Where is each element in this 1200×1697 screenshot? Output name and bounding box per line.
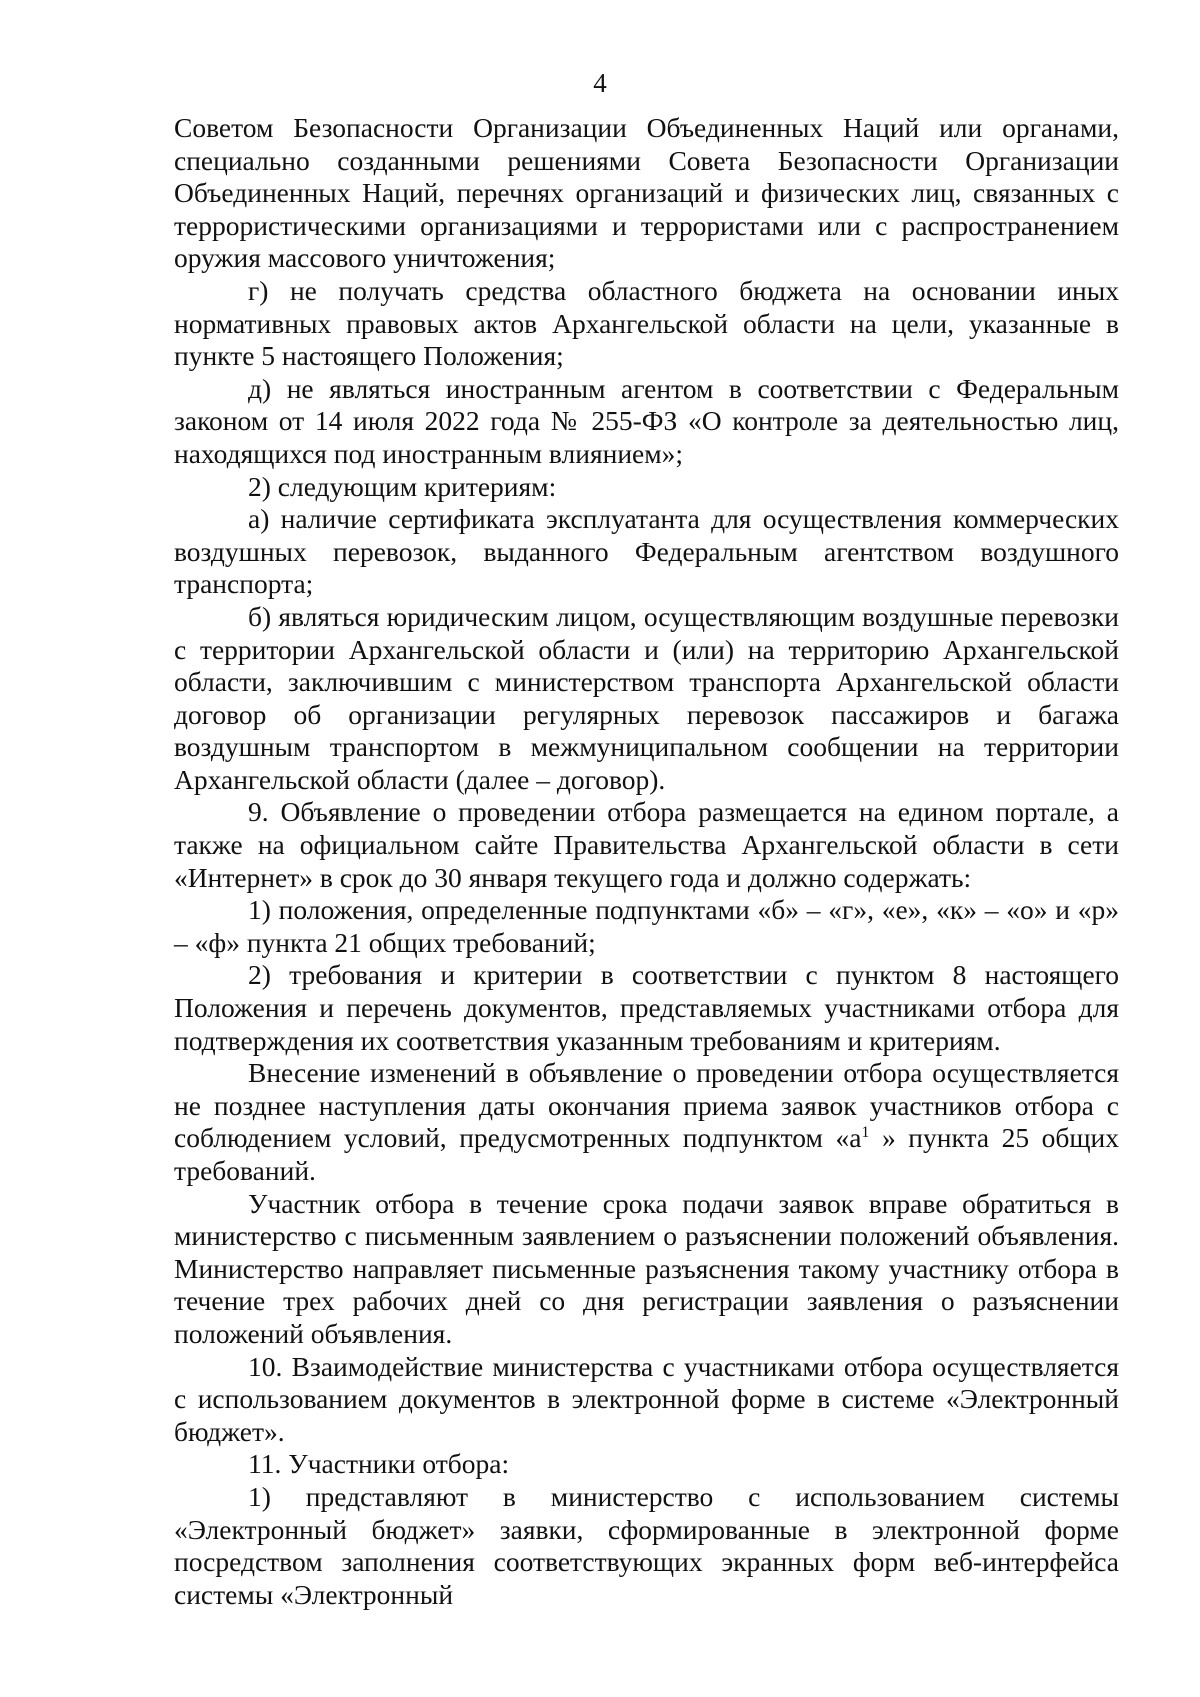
paragraph-clarification-request: Участник отбора в течение срока подачи заявок вправе обратиться в министерство с письменным заявлением о разъяснении положений объявления. Министерство направляет письменные разъяснения такому участнику отбора в течение трех рабочих дней со дня регистрации заявления о разъяснении положений объявления. bbox=[174, 1187, 1119, 1349]
paragraph-criteria-heading: 2) следующим критериям: bbox=[248, 470, 557, 502]
paragraph-criterion-a: а) наличие сертификата эксплуатанта для осуществления коммерческих воздушных перевозок, выданного Федеральным агентством воздушного транспорта; bbox=[174, 503, 1119, 600]
amendments-text-after: » пункта 25 общих требований. bbox=[174, 1122, 1120, 1186]
paragraph-clause-9: 9. Объявление о проведении отбора размещается на едином портале, а также на официальном сайте Правительства Архангельской области в сети «Интернет» в срок до 30 января текущего года и должно содержать: bbox=[174, 796, 1119, 893]
paragraph-clause-11-heading: 11. Участники отбора: bbox=[248, 1448, 510, 1480]
paragraph-amendments bbox=[174, 1057, 1119, 1187]
paragraph-item-d: д) не являться иностранным агентом в соответствии с Федеральным законом от 14 июля 2022 года № 255-ФЗ «О контроле за деятельностью лиц, находящихся под иностранным влиянием»; bbox=[174, 372, 1119, 469]
paragraph-clause-9-item-1: 1) положения, определенные подпунктами «б» – «г», «е», «к» – «о» и «р» – «ф» пункта 21 общих требований; bbox=[174, 894, 1119, 958]
amendments-text-before: Внесение изменений в объявление о проведении отбора осуществляется не позднее наступления даты окончания приема заявок участников отбора с соблюдением условий, предусмотренных подпунктом «а bbox=[174, 1057, 1119, 1154]
paragraph-clause-10: 10. Взаимодействие министерства с участниками отбора осуществляется с использованием документов в электронной форме в системе «Электронный бюджет». bbox=[174, 1350, 1119, 1447]
document-body bbox=[174, 112, 1119, 1611]
page-number: 4 bbox=[593, 68, 607, 98]
paragraph-item-g: г) не получать средства областного бюджета на основании иных нормативных правовых актов Архангельской области на цели, указанные в пункте 5 настоящего Положения; bbox=[174, 274, 1119, 372]
paragraph-continuation: Советом Безопасности Организации Объединенных Наций или органами, специально созданными решениями Совета Безопасности Организации Объединенных Наций, перечнях организаций и физических лиц, связанных с террористическими организациями и террористами или с распространением оружия массового уничтожения; bbox=[174, 112, 1119, 274]
superscript-one: 1 bbox=[861, 1124, 870, 1142]
paragraph-clause-11-item-1: 1) представляют в министерство с использованием системы «Электронный бюджет» заявки, сформированные в электронной форме посредством заполнения соответствующих экранных форм веб-интерфейса системы «Электронный bbox=[174, 1480, 1119, 1610]
paragraph-clause-9-item-2: 2) требования и критерии в соответствии с пунктом 8 настоящего Положения и перечень документов, представляемых участниками отбора для подтверждения их соответствия указанным требованиям и критериям. bbox=[174, 959, 1119, 1056]
paragraph-criterion-b: б) являться юридическим лицом, осуществляющим воздушные перевозки с территории Архангельской области и (или) на территорию Архангельской области, заключившим с министерством транспорта Архангельской области договор об организации регулярных перевозок пассажиров и багажа воздушным транспортом в межмуниципальном сообщении на территории Архангельской области (далее – договор). bbox=[174, 600, 1119, 795]
